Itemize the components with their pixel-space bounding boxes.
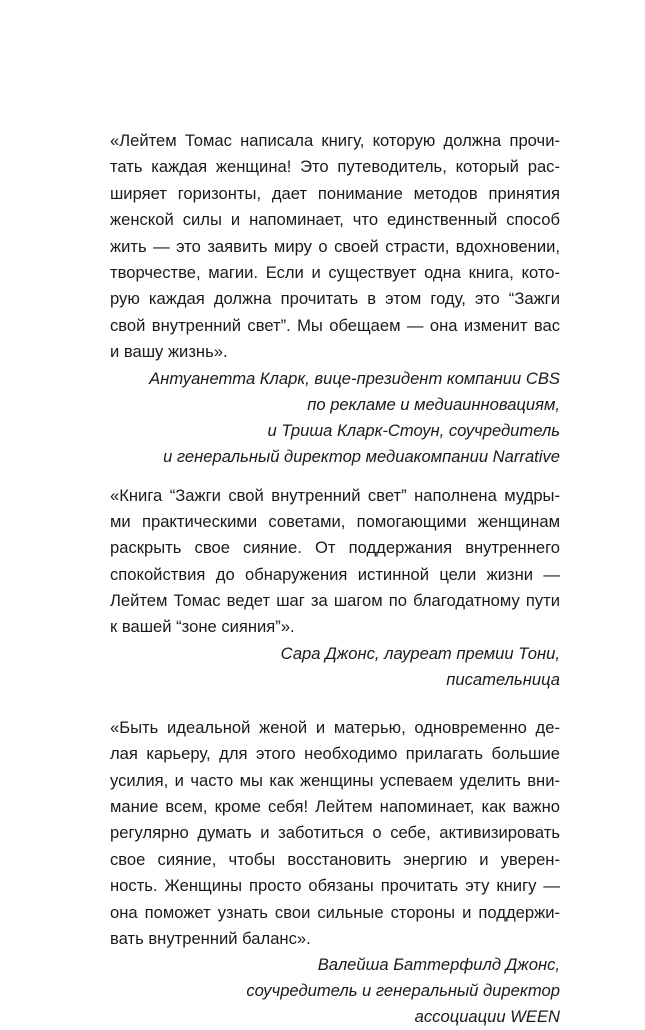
quote-line: мание всем, кроме себя! Лейтем напоминает, как важно (110, 797, 560, 817)
quote-line: «Быть идеальной женой и матерью, одновременно де- (110, 717, 560, 737)
quote-line: тать каждая женщина! Это путеводитель, который рас- (110, 157, 560, 177)
attribution-line: Антуанетта Кларк, вице-президент компании CBS (149, 368, 560, 388)
quote-line: творчестве, магии. Если и существует одна книга, кото- (110, 262, 560, 282)
attribution-line: Сара Джонс, лауреат премии Тони, (280, 643, 560, 663)
quote-text (110, 483, 560, 641)
quote-line: и вашу жизнь». (110, 342, 228, 362)
quote-line: рую каждая должна прочитать в этом году, это “Зажги (110, 289, 560, 309)
quote-line: «Лейтем Томас написала книгу, которую должна прочи- (110, 131, 560, 150)
testimonial-2 (110, 483, 560, 693)
attribution-line: по рекламе и медиаинновациям, (307, 394, 560, 414)
page-content (110, 128, 560, 1030)
attribution-line: и генеральный директор медиакомпании Narrative (163, 446, 560, 466)
testimonial-3 (110, 715, 560, 1030)
attribution (110, 952, 560, 1030)
quote-line: спокойствия до обнаружения истинной цели жизни — (110, 564, 560, 584)
quote-line: «Книга “Зажги свой внутренний свет” наполнена мудры- (110, 485, 560, 505)
quote-line: регулярно думать и заботиться о себе, активизировать (110, 823, 560, 843)
quote-line: жить — это заявить миру о своей страсти, вдохновении, (110, 236, 560, 256)
quote-text (110, 128, 560, 366)
quote-line: женской силы и напоминает, что единственный способ (110, 210, 560, 230)
quote-line: Лейтем Томас ведет шаг за шагом по благодатному пути (110, 591, 560, 611)
quote-text (110, 715, 560, 953)
attribution (110, 641, 560, 693)
attribution-line: Валейша Баттерфилд Джонс, (317, 955, 560, 975)
attribution (110, 366, 560, 470)
quote-line: лая карьеру, для этого необходимо прилагать большие (110, 744, 560, 764)
quote-line: раскрыть свое сияние. От поддержания внутреннего (110, 538, 560, 558)
quote-line: к вашей “зоне сияния”». (110, 617, 295, 637)
quote-line: ность. Женщины просто обязаны прочитать эту книгу — (110, 876, 560, 896)
attribution-line: и Триша Кларк-Стоун, соучредитель (267, 420, 560, 440)
quote-line: она поможет узнать свои сильные стороны и поддержи- (110, 902, 560, 922)
quote-line: свой внутренний свет”. Мы обещаем — она изменит вас (110, 315, 560, 335)
quote-line: вать внутренний баланс». (110, 928, 311, 948)
testimonial-1 (110, 128, 560, 470)
quote-line: усилия, и часто мы как женщины успеваем уделить вни- (110, 770, 560, 790)
quote-line: ми практическими советами, помогающими женщинам (110, 511, 560, 531)
quote-line: ширяет горизонты, дает понимание методов принятия (110, 183, 560, 203)
attribution-line: ассоциации WEEN (414, 1007, 560, 1027)
quote-line: свое сияние, чтобы восстановить энергию и уверен- (110, 849, 560, 869)
attribution-line: писательница (446, 669, 560, 689)
attribution-line: соучредитель и генеральный директор (246, 981, 560, 1001)
